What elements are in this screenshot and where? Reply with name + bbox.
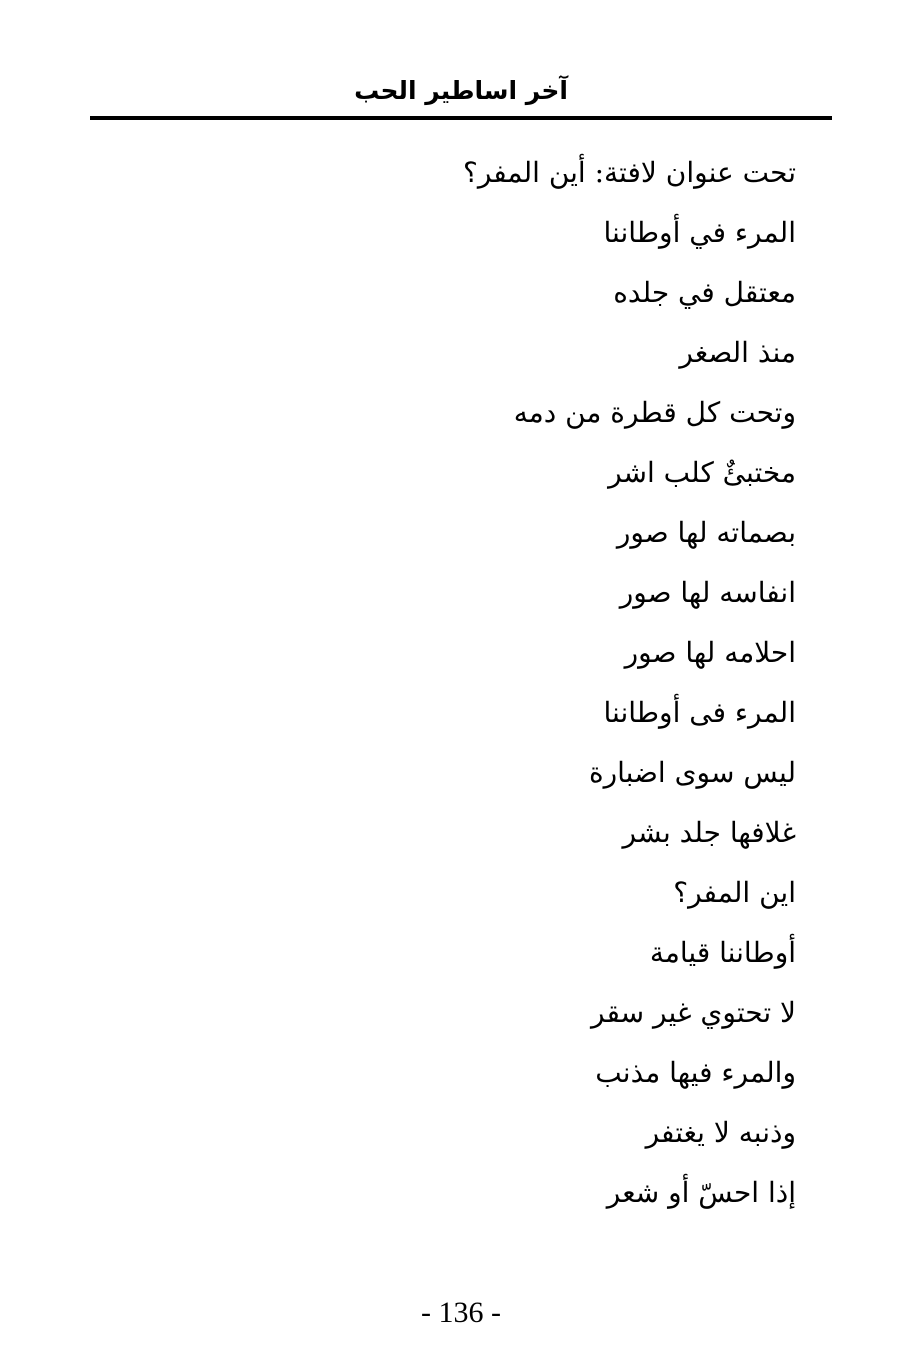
poem-line: احلامه لها صور [624, 636, 796, 669]
poem-line: والمرء فيها مذنب [595, 1056, 796, 1089]
poem-line: المرء في أوطاننا [603, 216, 796, 249]
poem-line: منذ الصغر [679, 336, 796, 369]
poem-body [236, 147, 796, 1227]
poem-line: وتحت كل قطرة من دمه [513, 396, 796, 429]
poem-line: انفاسه لها صور [619, 576, 796, 609]
poem-line: وذنبه لا يغتفر [645, 1116, 796, 1149]
poem-line: أوطاننا قيامة [649, 936, 796, 969]
poem-line: غلافها جلد بشر [622, 816, 796, 849]
poem-line: المرء فى أوطاننا [603, 696, 796, 729]
page-number: - 136 - [421, 1296, 501, 1329]
running-header-title: آخر اساطير الحب [354, 76, 568, 105]
poem-line: بصماته لها صور [616, 516, 796, 549]
poem-line: إذا احسّ أو شعر [606, 1176, 796, 1209]
header-divider [90, 116, 832, 120]
poem-line: اين المفر؟ [673, 876, 796, 909]
poem-line: لا تحتوي غير سقر [591, 996, 796, 1029]
poem-line: معتقل في جلده [613, 276, 796, 309]
poem-line: تحت عنوان لافتة: أين المفر؟ [462, 156, 796, 189]
poem-line: مختبئٌ كلب اشر [608, 456, 796, 489]
poem-line: ليس سوى اضبارة [588, 756, 796, 789]
